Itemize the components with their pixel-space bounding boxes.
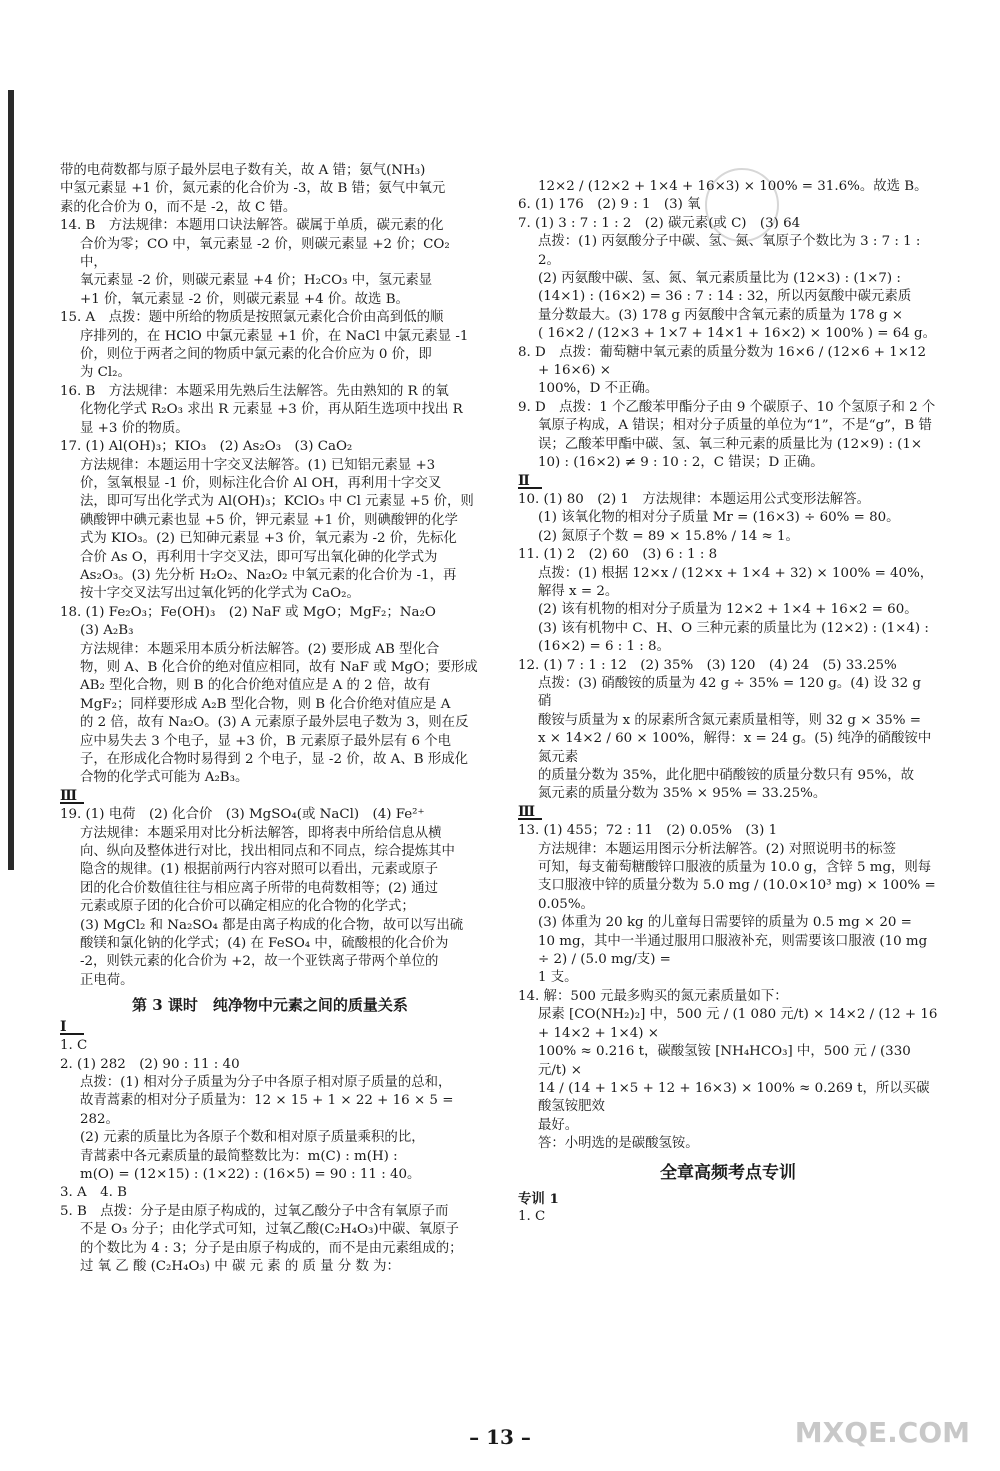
answer-line: 合物的化学式可能为 A₂B₃。 xyxy=(80,770,249,786)
answer-line: +1 价，氧元素显 -2 价，则碳元素显 +4 价。故选 B。 xyxy=(80,291,409,307)
answer-line: 100% ≈ 0.216 t，碳酸氢铵 [NH₄HCO₃] 中，500 元 / (330 元/t) × xyxy=(538,1044,911,1078)
section-level-mark: Ⅰ xyxy=(60,1021,84,1035)
answer-line: (2) 元素的质量比为各原子个数和相对原子质量乘积的比， xyxy=(80,1130,425,1146)
answer-line: 化物化学式 R₂O₃ 求出 R 元素显 +3 价，再从陌生选项中找出 R xyxy=(80,402,463,418)
answer-line: 10 mg，其中一半通过服用口服液补充，则需要该口服液 (10 mg ÷ 2) / (5.0 mg/支) = xyxy=(538,933,928,968)
answer-line: 方法规律：本题采用本质分析法解答。(2) 要形成 AB 型化合 xyxy=(80,641,440,657)
answer-line: 团的化合价数值往往与相应离子所带的电荷数相等；(2) 通过 xyxy=(80,880,438,896)
answer-line: 的 2 倍，故有 Na₂O。(3) A 元素原子最外层电子数为 3，则在反 xyxy=(80,715,469,731)
answer-item: 2. (1) 282 (2) 90 : 11 : 40 xyxy=(60,1056,240,1072)
answer-line: 价，则位于两者之间的物质中氯元素的化合价应为 0 价，即 xyxy=(80,347,432,363)
answer-line: 显 +3 价的物质。 xyxy=(80,420,189,436)
answer-line: 尿素 [CO(NH₂)₂] 中，500 元 / (1 080 元/t) × 14×2 / (12 + 16 + 14×2 + 1×4) × xyxy=(538,1007,938,1041)
answer-line: 酸镁和氯化钠的化学式；(4) 在 FeSO₄ 中，硫酸根的化合价为 xyxy=(80,936,449,952)
answer-line: 点拨：(1) 丙氨酸分子中碳、氢、氮、氧原子个数比为 3 : 7 : 1 : 2。 xyxy=(538,234,921,268)
site-watermark: MXQE.COM xyxy=(794,1416,970,1449)
answer-line: 12×2 / (12×2 + 1×4 + 16×3) × 100% = 31.6%。故选 B。 xyxy=(538,179,928,194)
answer-item: 8. D 点拨：葡萄糖中氧元素的质量分数为 16×6 / (12×6 + 1×12 + 16×6) × xyxy=(518,344,926,379)
answer-line: (16×2) = 6 : 1 : 8。 xyxy=(538,639,670,655)
binding-edge xyxy=(8,90,14,870)
answer-line: 酸铵与质量为 x 的尿素所含氮元素质量相等，则 32 g × 35% = xyxy=(538,712,921,728)
answer-item: 18. (1) Fe₂O₃；Fe(OH)₃ (2) NaF 或 MgO；MgF₂；Na₂O xyxy=(60,604,436,620)
answer-line: 为 Cl₂。 xyxy=(80,365,131,381)
answer-line: 法，即可写出化学式为 Al(OH)₃；KClO₃ 中 Cl 元素显 +5 价，则 xyxy=(80,494,474,510)
answer-line: As₂O₃。(3) 先分析 H₂O₂、Na₂O₂ 中氧元素的化合价为 -1，再 xyxy=(80,567,457,583)
answer-line: 物，则 A、B 化合价的绝对值应相同，故有 NaF 或 MgO；要形成 xyxy=(80,659,478,675)
answer-line: 支口服液中锌的质量分数为 5.0 mg / (10.0×10³ mg) × 100% = 0.05%。 xyxy=(538,878,936,912)
answer-item: 13. (1) 455；72 : 11 (2) 0.05% (3) 1 xyxy=(518,823,778,839)
answer-line: 过 氧 乙 酸 (C₂H₄O₃) 中 碳 元 素 的 质 量 分 数 为： xyxy=(80,1258,400,1274)
section-level-mark: Ⅱ xyxy=(518,475,542,489)
answer-line: 14 / (14 + 1×5 + 12 + 16×3) × 100% ≈ 0.269 t，所以买碳酸氢铵肥效 xyxy=(538,1080,930,1115)
answer-line: AB₂ 型化合物，则 B 的化合价绝对值应是 A 的 2 倍，故有 xyxy=(80,678,431,694)
answer-item: 5. B 点拨：分子是由原子构成的，过氧乙酸分子中含有氧原子而 xyxy=(60,1203,449,1219)
answer-item: 3. A 4. B xyxy=(60,1185,127,1201)
answer-item: 12. (1) 7 : 1 : 12 (2) 35% (3) 120 (4) 24 (5) 33.25% xyxy=(518,657,897,673)
answer-line: 中氢元素显 +1 价，氮元素的化合价为 -3，故 B 错；氨气中氧元 xyxy=(60,181,446,197)
answer-line: 点拨：(1) 根据 12×x / (12×x + 1×4 + 32) × 100% = 40%，解得 x = 2。 xyxy=(538,565,934,599)
answer-item: 1. C xyxy=(518,1209,546,1225)
answer-line: (1) 该氧化物的相对分子质量 Mr = (16×3) ÷ 60% = 80。 xyxy=(538,510,900,526)
answer-line: 式为 KIO₃。(2) 已知砷元素显 +3 价，氧元素为 -2 价，先标化 xyxy=(80,531,457,547)
answer-line: (3) MgCl₂ 和 Na₂SO₄ 都是由离子构成的化合物，故可以写出硫 xyxy=(80,917,464,933)
answer-line: (3) 该有机物中 C、H、O 三种元素的质量比为 (12×2) : (1×4) : xyxy=(538,620,929,636)
answer-line: ( 16×2 / (12×3 + 1×7 + 14×1 + 16×2) × 100% ) = 64 g。 xyxy=(538,326,937,342)
training-label: 专训 1 xyxy=(518,1190,559,1207)
answer-line: 元素或原子团的化合价可以确定相应的化合物的化学式； xyxy=(80,899,415,915)
answer-item: 14. B 方法规律：本题用口诀法解答。碳属于单质，碳元素的化 xyxy=(60,218,444,234)
answer-line: 合价 As O，再利用十字交叉法，即可写出氧化砷的化学式为 xyxy=(80,549,438,565)
answer-line: 序排列的，在 HClO 中氯元素显 +1 价，在 NaCl 中氯元素显 -1 xyxy=(80,328,469,344)
answer-item: 15. A 点拨：题中所给的物质是按照氯元素化合价由高到低的顺 xyxy=(60,310,444,326)
answer-line: 素的化合价为 0，而不是 -2，故 C 错。 xyxy=(60,199,297,215)
page-number: – 13 – xyxy=(469,1425,531,1449)
answer-line: 正电荷。 xyxy=(80,972,134,988)
answer-line: (2) 丙氨酸中碳、氢、氮、氧元素质量比为 (12×3) : (1×7) : xyxy=(538,271,901,287)
answer-line: 应中易失去 3 个电子，显 +3 价，B 元素原子最外层有 6 个电 xyxy=(80,733,452,749)
answer-line: 向、纵向及整体进行对比，找出相同点和不同点，综合提炼其中 xyxy=(80,844,455,860)
answer-item: 1. C xyxy=(60,1038,88,1054)
answer-line: 方法规律：本题运用图示分析法解答。(2) 对照说明书的标签 xyxy=(538,841,896,857)
answer-item: 7. (1) 3 : 7 : 1 : 2 (2) 碳元素(或 C) (3) 64 xyxy=(518,215,801,231)
answer-line: 点拨：(3) 硝酸铵的质量为 42 g ÷ 35% = 120 g。(4) 设 32 g 硝 xyxy=(538,675,921,710)
answer-line: (3) A₂B₃ xyxy=(80,623,134,639)
answer-line: 按十字交叉法写出过氧化钙的化学式为 CaO₂。 xyxy=(80,586,360,602)
answer-item: 19. (1) 电荷 (2) 化合价 (3) MgSO₄(或 NaCl) (4) Fe²⁺ xyxy=(60,807,425,823)
answer-line: (2) 该有机物的相对分子质量为 12×2 + 1×4 + 16×2 = 60。 xyxy=(538,602,918,618)
answer-line: 的质量分数为 35%，此化肥中硝酸铵的质量分数只有 95%，故 xyxy=(538,768,915,783)
answer-line: 子，在形成化合物时易得到 2 个电子，显 -2 价，故 A、B 形成化 xyxy=(80,752,468,767)
answer-line: 青蒿素中各元素质量的最简整数比为：m(C) : m(H) : xyxy=(80,1148,398,1164)
answer-line: (14×1) : (16×2) = 36 : 7 : 14 : 32，所以丙氨酸中碳元素质 xyxy=(538,289,912,305)
answer-line: MgF₂；同样要形成 A₂B 型化合物，则 B 化合价绝对值应是 A xyxy=(80,696,451,712)
answer-line: (3) 体重为 20 kg 的儿童每日需要锌的质量为 0.5 mg × 20 = xyxy=(538,915,912,931)
answer-line: 氧元素显 -2 价，则碳元素显 +4 价；H₂CO₃ 中，氢元素显 xyxy=(80,273,433,289)
answer-item: 11. (1) 2 (2) 60 (3) 6 : 1 : 8 xyxy=(518,547,718,563)
answer-line: 的个数比为 4 : 3；分子是由原子构成的，而不是由元素组成的； xyxy=(80,1240,463,1256)
answer-item: 6. (1) 176 (2) 9 : 1 (3) 氧 xyxy=(518,197,701,213)
answer-line: 可知，每支葡萄糖酸锌口服液的质量为 10.0 g，含锌 5 mg，则每 xyxy=(538,860,932,876)
section-level-mark: Ⅲ xyxy=(518,806,542,820)
answer-line: 误；乙酸苯甲酯中碳、氢、氧三种元素的质量比为 (12×9) : (1× xyxy=(538,436,923,452)
answer-line: 方法规律：本题运用十字交叉法解答。(1) 已知铝元素显 +3 xyxy=(80,457,436,473)
answer-line: 方法规律：本题采用对比分析法解答，即将表中所给信息从横 xyxy=(80,825,442,841)
answer-line: (2) 氮原子个数 = 89 × 15.8% / 14 ≈ 1。 xyxy=(538,528,799,544)
left-column xyxy=(60,162,480,1276)
answer-line: 10) : (16×2) ≠ 9 : 10 : 2，C 错误；D 正确。 xyxy=(538,455,824,471)
answer-line: 价，氢氧根显 -1 价，则标注化合价 Al OH，再利用十字交叉 xyxy=(80,475,442,491)
answer-line: 隐含的规律。(1) 根据前两行内容对照可以看出，元素或原子 xyxy=(80,862,438,878)
answer-line: 氮元素的质量分数为 35% × 95% = 33.25%。 xyxy=(538,786,827,802)
answer-line: x × 14×2 / 60 × 100%，解得：x = 24 g。(5) 纯净的硝酸铵中氮元素 xyxy=(538,731,932,765)
answer-line: 100%，D 不正确。 xyxy=(538,381,659,397)
answer-line: 最好。 xyxy=(538,1117,579,1133)
answer-item: 10. (1) 80 (2) 1 方法规律：本题运用公式变形法解答。 xyxy=(518,491,870,507)
answer-line: 不是 O₃ 分子；由化学式可知，过氧乙酸(C₂H₄O₃)中碳、氧原子 xyxy=(80,1222,459,1238)
chapter-title: 全章高频考点专训 xyxy=(660,1162,796,1183)
answer-item: 17. (1) Al(OH)₃；KIO₃ (2) As₂O₃ (3) CaO₂ xyxy=(60,439,353,455)
answer-item: 9. D 点拨：1 个乙酸苯甲酯分子由 9 个碳原子、10 个氢原子和 2 个 xyxy=(518,399,936,415)
answer-line: 碘酸钾中碘元素也显 +5 价，钾元素显 +1 价，则碘酸钾的化学 xyxy=(80,512,458,528)
answer-line: 答：小明选的是碳酸氢铵。 xyxy=(538,1136,699,1152)
answer-line: 1 支。 xyxy=(538,970,578,986)
answer-line: 故青蒿素的相对分子质量为：12 × 15 + 1 × 22 + 16 × 5 = 282。 xyxy=(80,1093,454,1127)
answer-line: 氧原子构成，A 错误；相对分子质量的单位为“1”，不是“g”，B 错 xyxy=(538,418,932,434)
right-column xyxy=(518,178,938,1227)
answer-line: 带的电荷数都与原子最外层电子数有关，故 A 错；氨气(NH₃) xyxy=(60,163,426,178)
answer-line: 量分数最大。(3) 178 g 丙氨酸中含氧元素的质量为 178 g × xyxy=(538,307,904,323)
answer-line: 合价为零；CO 中，氧元素显 -2 价，则碳元素显 +2 价；CO₂ 中， xyxy=(80,236,450,271)
answer-line: 点拨：(1) 相对分子质量为分子中各原子相对原子质量的总和， xyxy=(80,1074,452,1090)
answer-item: 14. 解：500 元最多购买的氮元素质量如下： xyxy=(518,988,788,1004)
section-level-mark: Ⅲ xyxy=(60,790,84,804)
lesson-title: 第 3 课时 纯净物中元素之间的质量关系 xyxy=(132,996,408,1015)
answer-item: 16. B 方法规律：本题采用先熟后生法解答。先由熟知的 R 的氧 xyxy=(60,383,449,399)
answer-line: m(O) = (12×15) : (1×22) : (16×5) = 90 : 11 : 40。 xyxy=(80,1166,421,1182)
answer-line: -2，则铁元素的化合价为 +2，故一个亚铁离子带两个单位的 xyxy=(80,954,439,970)
